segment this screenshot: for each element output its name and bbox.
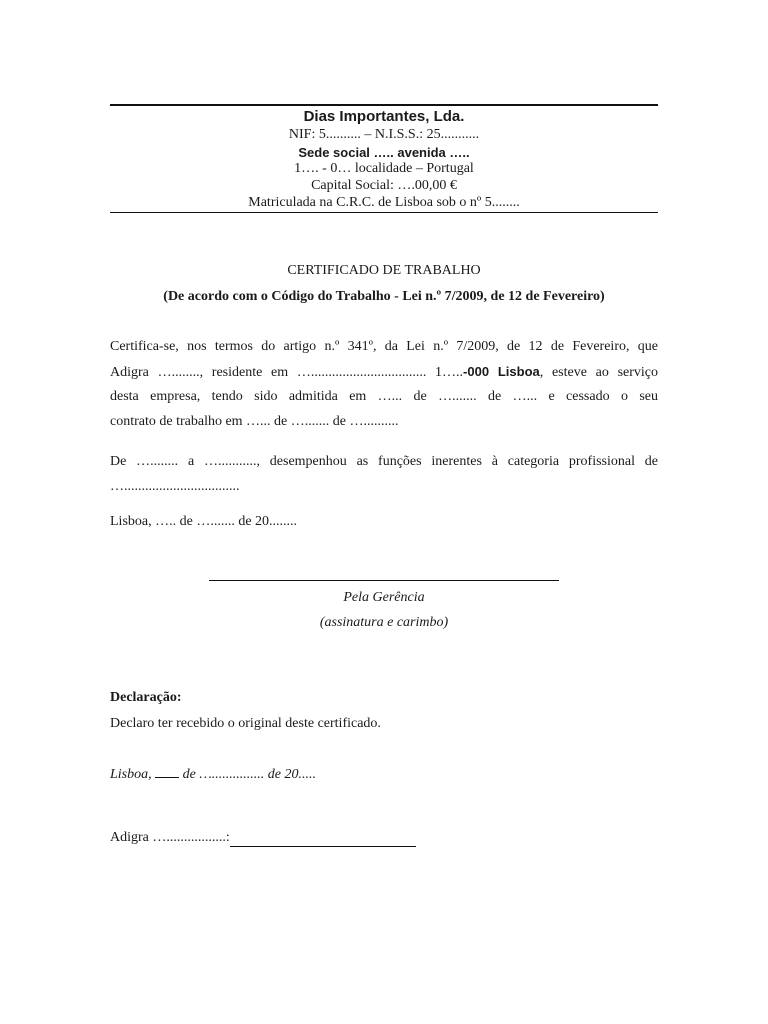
sede-line: Sede social ….. avenida ….. <box>298 145 470 160</box>
header-top-rule <box>110 104 658 106</box>
text-run: , esteve ao serviço <box>539 365 658 380</box>
text-run: Lisboa, <box>110 767 152 782</box>
nif-line: NIF: 5.......... – N.I.S.S.: 25........... <box>288 127 480 142</box>
signature-label: Pela Gerência <box>343 590 425 605</box>
paragraph-certification <box>110 334 658 434</box>
capital-line: Capital Social: ….00,00 € <box>311 178 457 193</box>
paragraph-line: …................................. <box>110 479 240 494</box>
paragraph-line: desta empresa, tendo sido admitida em …... de …....... de …... e cessado o seu <box>110 389 658 404</box>
text-run: Adigra …........, residente em …................................. 1….. <box>110 365 464 380</box>
declaration-signer <box>110 830 416 847</box>
document-title: CERTIFICADO DE TRABALHO <box>287 263 481 278</box>
paragraph-line <box>110 359 658 384</box>
declaration-text: Declaro ter recebido o original deste certificado. <box>110 716 381 731</box>
matricula-line: Matriculada na C.R.C. de Lisboa sob o nº 5........ <box>248 195 520 210</box>
day-blank <box>155 777 179 778</box>
declaration-date <box>110 767 316 783</box>
company-name: Dias Importantes, Lda. <box>303 108 465 125</box>
text-run: de …............... de 20..... <box>182 767 317 782</box>
paragraph-line: De …........ a …..........., desempenhou as funções inerentes à categoria profissional de <box>110 454 658 469</box>
text-run: Adigra ….................: <box>110 830 230 845</box>
paragraph-functions <box>110 449 658 499</box>
postal-code: -000 Lisboa <box>463 364 540 379</box>
header-bottom-rule <box>110 212 658 213</box>
signature-note: (assinatura e carimbo) <box>319 615 449 630</box>
declaration-heading: Declaração: <box>110 690 182 705</box>
signer-blank <box>230 830 416 847</box>
document-subtitle: (De acordo com o Código do Trabalho - Lei n.º 7/2009, de 12 de Fevereiro) <box>163 289 605 304</box>
locality-line: 1…. - 0… localidade – Portugal <box>294 161 474 176</box>
paragraph-line: contrato de trabalho em …... de …....... de ….......... <box>110 414 399 429</box>
signature-line <box>209 580 559 581</box>
paragraph-line: Certifica-se, nos termos do artigo n.º 341º, da Lei n.º 7/2009, de 12 de Fevereiro, que <box>110 339 658 354</box>
place-date: Lisboa, ….. de …....... de 20........ <box>110 514 298 529</box>
